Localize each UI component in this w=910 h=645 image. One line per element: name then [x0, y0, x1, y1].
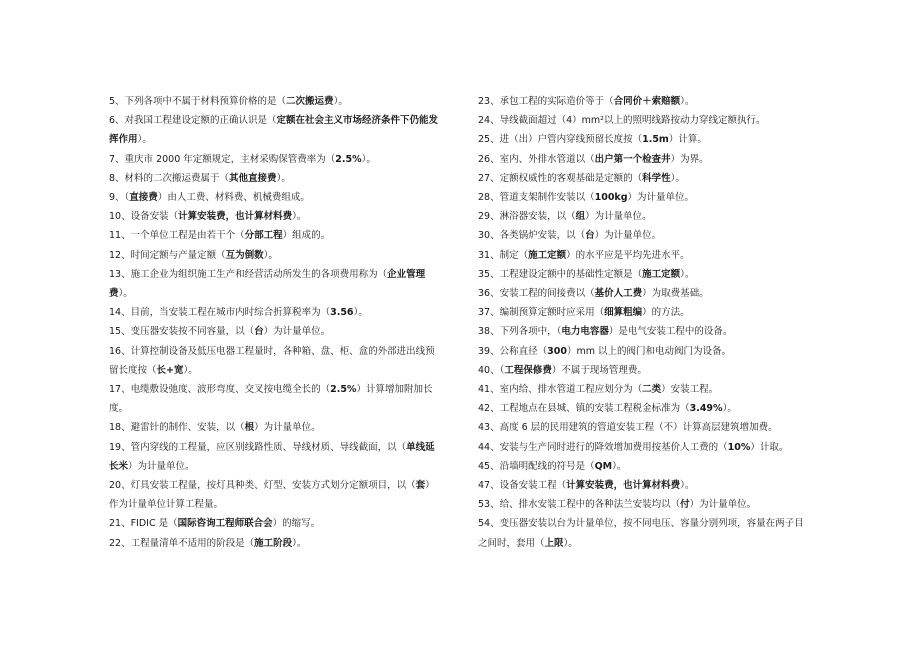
question-text: 40、（ — [478, 364, 505, 376]
question-item — [478, 169, 813, 188]
right-column — [478, 92, 813, 553]
answer-text: 企业管理费 — [109, 268, 426, 300]
question-text: 43、高度 6 层的民用建筑的管道安装工程（不）计算高层建筑增加费。 — [478, 422, 778, 434]
question-item — [109, 380, 439, 418]
question-item — [478, 92, 813, 111]
question-text-end: ）由人工费、材料费、机械费组成。 — [157, 192, 310, 204]
answer-text: 单线延长米 — [109, 441, 435, 472]
question-text: 30、各类锅炉安装，以（ — [478, 230, 586, 242]
question-item — [478, 303, 813, 322]
question-text-end: ）。 — [680, 480, 695, 492]
question-text-end: ）计算。 — [668, 134, 707, 146]
question-text: 6、对我国工程建设定额的正确认识是（ — [109, 115, 277, 127]
question-text-end: ）计取。 — [750, 441, 789, 453]
question-text-end: ）。 — [137, 134, 152, 146]
question-item — [478, 438, 813, 457]
question-text-end: ）。 — [722, 403, 737, 415]
question-text: 54、变压器安装以台为计量单位，按不同电压、容量分别列项，容量在两子目之间时，套用（ — [478, 518, 804, 549]
answer-text: 台 — [585, 230, 595, 242]
question-text-end: ）为计量单位。 — [128, 460, 195, 472]
question-item — [478, 284, 813, 303]
question-text: 16、计算控制设备及低压电器工程量时，各种箱、盘、柜、盒的外部进出线预留长度按（ — [109, 345, 435, 376]
answer-text: 2.5% — [330, 384, 357, 396]
question-text-end: ）为计量单位。 — [594, 230, 662, 242]
question-text-end: ）。 — [361, 153, 376, 165]
left-column — [109, 92, 439, 553]
question-text: 27、定额权威性的客观基础是定额的（ — [478, 172, 643, 184]
question-text-end: ）组成的。 — [282, 230, 331, 242]
question-item — [109, 342, 439, 380]
question-text: 42、工程地点在县城、镇的安装工程税金标准为（ — [478, 403, 690, 415]
question-item — [109, 169, 439, 188]
answer-text: 电力电容器 — [561, 326, 609, 338]
question-text: 36、安装工程的间接费以（ — [478, 288, 595, 300]
question-text-end: ）为计量单位。 — [585, 211, 652, 223]
question-item — [478, 130, 813, 149]
question-text-end: ）为界。 — [670, 153, 709, 165]
answer-text: 出户第一个检查井 — [594, 153, 671, 165]
question-text-end: ）。 — [680, 268, 695, 280]
question-item — [478, 399, 813, 418]
answer-text: 3.56 — [330, 307, 354, 319]
answer-text: 300 — [547, 345, 567, 357]
answer-text: 二类 — [642, 384, 662, 396]
question-item — [478, 495, 813, 514]
answer-text: 台 — [254, 326, 264, 338]
question-text-end: ）为计量单位。 — [254, 422, 321, 434]
question-item — [478, 111, 813, 130]
answer-text: 计算安装费，也计算材料费 — [566, 480, 681, 492]
question-text: 39、公称直径（ — [478, 345, 548, 357]
question-item — [109, 534, 439, 553]
question-item — [478, 207, 813, 226]
question-text: 13、施工企业为组织施工生产和经营活动所发生的各项费用称为（ — [109, 268, 388, 280]
answer-text: 其他直接费 — [229, 172, 277, 184]
answer-text: 施工定额 — [528, 249, 567, 261]
answer-text: 国际咨询工程师联合会 — [177, 518, 273, 530]
question-item — [109, 150, 439, 169]
answer-text: 定额在社会主义市场经济条件下仍能发挥作用 — [109, 115, 439, 146]
question-text-end: ）。 — [670, 172, 685, 184]
question-text: 44、安装与生产同时进行的降效增加费用按基价人工费的（ — [478, 441, 728, 453]
question-item — [478, 514, 813, 552]
question-text-end: ）。 — [612, 460, 627, 472]
question-item — [478, 380, 813, 399]
question-text: 23、承包工程的实际造价等于（ — [478, 96, 614, 107]
answer-text: 3.49% — [689, 403, 723, 415]
question-text: 21、FIDIC 是（ — [109, 518, 178, 530]
question-text: 22、工程量清单不适用的阶段是（ — [109, 537, 255, 549]
question-text-end: ）安装工程。 — [661, 384, 719, 396]
question-text-end: ）。 — [680, 96, 695, 107]
question-text: 25、进（出）户管内穿线预留长度按（ — [478, 134, 643, 146]
answer-text: 工程保修费 — [504, 364, 552, 376]
question-item — [478, 418, 813, 437]
question-text-end: ）。 — [183, 364, 198, 376]
answer-text: 套 — [415, 480, 426, 492]
question-text-end: ）计算增加附加长度。 — [109, 384, 433, 415]
question-text: 7、重庆市 2000 年定额规定，主材采购保管费率为（ — [109, 153, 336, 165]
question-text: 53、给、排水安装工程中的各种法兰安装均以（ — [478, 499, 681, 511]
question-item — [478, 342, 813, 361]
question-item — [478, 226, 813, 245]
answer-text: 100kg — [594, 192, 628, 204]
question-text: 38、下列各项中，（ — [478, 326, 562, 338]
question-text-end: ）为计量单位。 — [263, 326, 331, 338]
question-item — [109, 226, 439, 245]
answer-text: 基价人工费 — [594, 288, 643, 300]
question-text-end: ）为取费基础。 — [642, 288, 709, 300]
question-text: 18、避雷针的制作、安装，以（ — [109, 422, 245, 434]
answer-text: 互为倒数 — [225, 249, 264, 261]
question-item — [478, 246, 813, 265]
question-text: 17、电缆敷设弛度、波形弯度、交叉按电缆全长的（ — [109, 384, 331, 396]
question-item — [478, 476, 813, 495]
answer-text: 上限 — [544, 537, 564, 549]
question-item — [109, 111, 439, 149]
question-item — [478, 150, 813, 169]
question-text-end: ）为计量单位。 — [689, 499, 757, 511]
question-text: 28、管道支架制作安装以（ — [478, 192, 595, 204]
answer-text: 1.5m — [642, 134, 669, 146]
question-text-end: ）的缩写。 — [272, 518, 321, 530]
question-text: 24、导线截面超过（4）mm²以上的照明线路按动力穿线定额执行。 — [478, 115, 766, 127]
question-text-end: ）。 — [353, 307, 368, 319]
question-item — [478, 457, 813, 476]
question-item — [109, 207, 439, 226]
question-text-end: ）不属于现场管理费。 — [551, 364, 647, 376]
question-item — [478, 188, 813, 207]
question-text-end: ）是电气安装工程中的设备。 — [608, 326, 733, 338]
question-text: 10、设备安装（ — [109, 211, 179, 223]
answer-text: 组 — [575, 211, 586, 223]
answer-text: 二次搬运费 — [286, 96, 334, 107]
question-item — [478, 265, 813, 284]
question-text: 41、室内给、排水管道工程应划分为（ — [478, 384, 643, 396]
answer-text: QM — [594, 460, 613, 472]
answer-text: 计算安装费，也计算材料费 — [178, 211, 293, 223]
question-text: 31、制定（ — [478, 249, 529, 261]
question-text-end: ）的水平应是平均先进水平。 — [566, 249, 690, 261]
question-item — [478, 361, 813, 380]
question-text: 9、（ — [109, 192, 130, 204]
question-item — [109, 303, 439, 322]
question-item — [478, 322, 813, 341]
question-item — [109, 188, 439, 207]
question-text-end: ）。 — [292, 211, 307, 223]
question-text-end: ）。 — [118, 288, 133, 300]
question-text-end: ）。 — [333, 96, 348, 107]
answer-text: 直接费 — [129, 192, 158, 204]
question-item — [109, 476, 439, 514]
question-item — [109, 438, 439, 476]
question-text: 20、灯具安装工程量，按灯具种类、灯型、安装方式划分定额项目，以（ — [109, 480, 416, 492]
question-item — [109, 265, 439, 303]
question-text: 26、室内、外排水管道以（ — [478, 153, 595, 165]
answer-text: 10% — [727, 441, 751, 453]
question-text: 19、管内穿线的工程量，应区别线路性质、导线材质、导线截面，以（ — [109, 441, 407, 453]
question-text: 12、时间定额与产量定额（ — [109, 249, 226, 261]
question-text-end: ）。 — [563, 537, 578, 549]
question-text: 15、变压器安装按不同容量，以（ — [109, 326, 255, 338]
answer-text: 分部工程 — [244, 230, 283, 242]
question-text: 47、设备安装工程（ — [478, 480, 567, 492]
question-text-end: ）的方法。 — [642, 307, 690, 319]
answer-text: 付 — [680, 499, 690, 511]
question-text: 8、材料的二次搬运费属于（ — [109, 172, 230, 184]
question-item — [109, 92, 439, 111]
question-text-end: ）。 — [263, 249, 278, 261]
question-text: 14、目前，当安装工程在城市内时综合折算税率为（ — [109, 307, 331, 319]
question-text-end: ）作为计量单位计算工程量。 — [109, 480, 435, 511]
question-text: 11、一个单位工程是由若干个（ — [109, 230, 245, 242]
question-text-end: ）为计量单位。 — [627, 192, 695, 204]
question-item — [109, 418, 439, 437]
question-item — [109, 322, 439, 341]
answer-text: 长+宽 — [156, 364, 184, 376]
question-text-end: ）。 — [276, 172, 291, 184]
question-text: 35、工程建设定额中的基础性定额是（ — [478, 268, 643, 280]
answer-text: 合同价＋索赔额 — [613, 96, 681, 107]
answer-text: 根 — [244, 422, 255, 434]
answer-text: 施工阶段 — [254, 537, 293, 549]
answer-text: 科学性 — [642, 172, 671, 184]
question-item — [109, 246, 439, 265]
question-text: 29、淋浴器安装，以（ — [478, 211, 576, 223]
answer-text: 施工定额 — [642, 268, 681, 280]
question-text: 45、沿墙明配线的符号是（ — [478, 460, 595, 472]
answer-text: 2.5% — [335, 153, 362, 165]
question-text-end: ）。 — [292, 537, 307, 549]
answer-text: 细算粗编 — [604, 307, 643, 319]
question-text-end: ）mm 以上的阀门和电动阀门为设备。 — [566, 345, 731, 357]
question-text: 37、编制预算定额时应采用（ — [478, 307, 605, 319]
question-item — [109, 514, 439, 533]
question-text: 5、下列各项中不属于材料预算价格的是（ — [109, 96, 287, 107]
